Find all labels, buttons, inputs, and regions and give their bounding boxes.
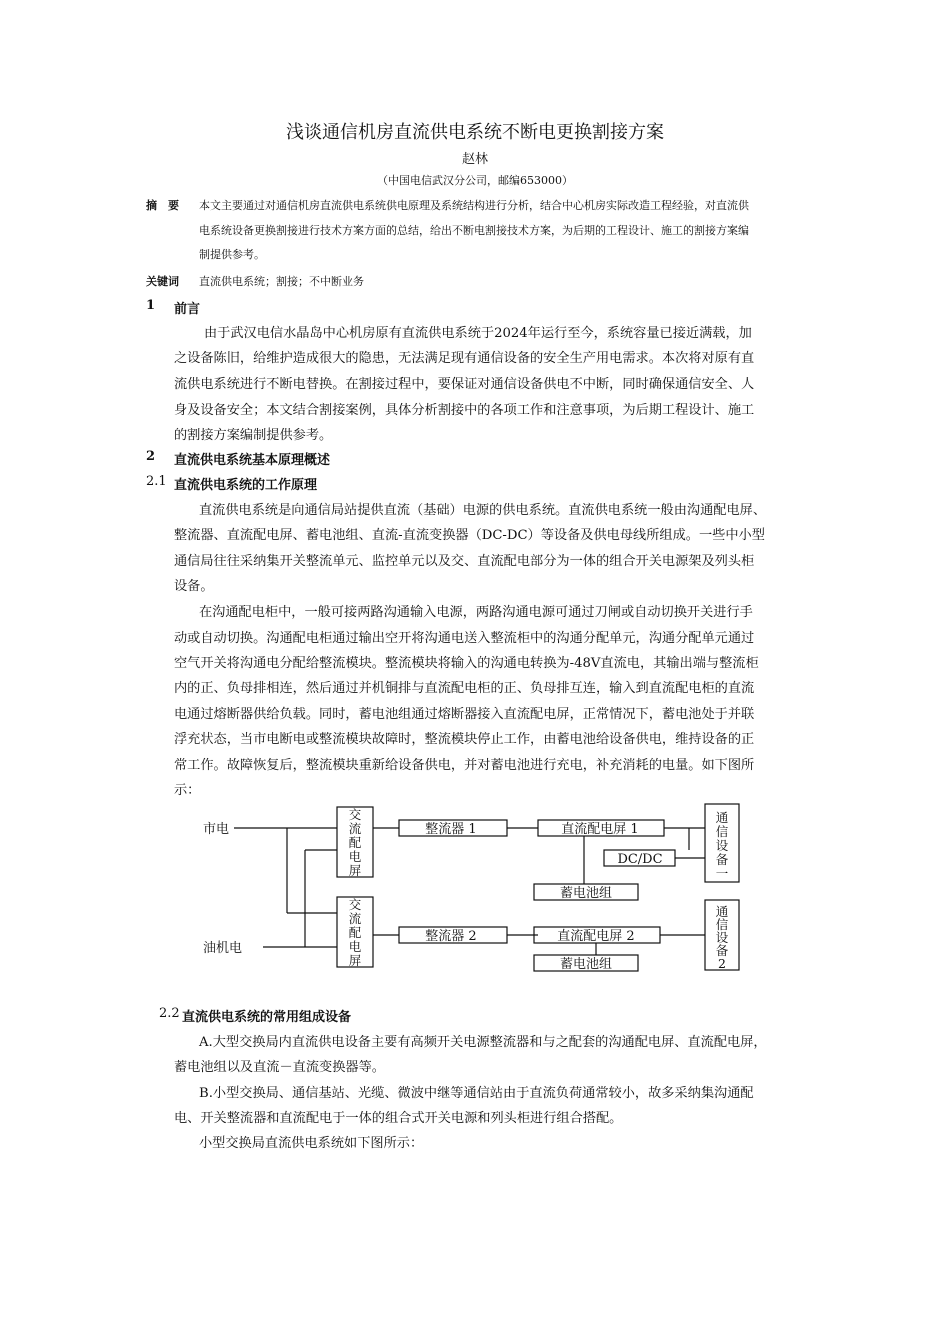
abstract-line: 本文主要通过对通信机房直流供电系统供电原理及系统结构进行分析，结合中心机房实际改造工程经验，对直流供 — [199, 199, 749, 212]
generator-label: 油机电 — [203, 941, 243, 956]
battery-2-label: 蓄电池组 — [559, 957, 613, 972]
abstract-label: 摘 要 — [146, 199, 179, 212]
comm-equipment-1-label: 通信设备一 — [715, 810, 729, 881]
abstract-line: 制提供参考。 — [199, 248, 265, 261]
paragraph-line: 身及设备安全；本文结合割接案例，具体分析割接中的各项工作和注意事项，为后期工程设计、施工 — [174, 403, 755, 418]
ac-panel-2-label: 交流配电屏 — [348, 897, 362, 968]
abstract-line: 电系统设备更换割接进行技术方案方面的总结，给出不断电割接技术方案，为后期的工程设计、施工的割接方案编 — [199, 224, 749, 237]
paragraph-line: 直流供电系统是向通信局站提供直流（基础）电源的供电系统。直流供电系统一般由沟通配电屏、 — [199, 503, 767, 518]
paragraph-line: B.小型交换局、通信基站、光缆、微波中继等通信站由于直流负荷通常较小，故多采纳集沟通配 — [199, 1086, 754, 1101]
paragraph-line: A.大型交换局内直流供电设备主要有高频开关电源整流器和与之配套的沟通配电屏、直流配电屏， — [199, 1035, 767, 1050]
paper-title: 浅谈通信机房直流供电系统不断电更换割接方案 — [286, 122, 664, 143]
mains-label: 市电 — [203, 822, 230, 837]
paragraph-line: 电通过熔断器供给负载。同时，蓄电池组通过熔断器接入直流配电屏，正常情况下，蓄电池处于并联 — [174, 707, 755, 722]
paragraph-line: 常工作。故障恢复后，整流模块重新给设备供电，并对蓄电池进行充电，补充消耗的电量。如下图所 — [174, 758, 755, 773]
section-2-1-number: 2.1 — [146, 474, 167, 489]
section-2-1-title: 直流供电系统的工作原理 — [174, 478, 318, 493]
paragraph-line: 的割接方案编制提供参考。 — [174, 428, 333, 443]
ac-panel-1-label: 交流配电屏 — [348, 807, 362, 878]
paragraph-line: 动或自动切换。沟通配电柜通过输出空开将沟通电送入整流柜中的沟通分配单元，沟通分配单元通过 — [174, 631, 755, 646]
rectifier-2-label: 整流器 2 — [425, 929, 477, 944]
battery-1-label: 蓄电池组 — [559, 886, 613, 901]
paragraph-line: 示： — [174, 783, 201, 798]
rectifier-1-label: 整流器 1 — [425, 822, 477, 837]
paragraph-line: 电、开关整流器和直流配电于一体的组合式开关电源和列头柜进行组合搭配。 — [174, 1111, 623, 1126]
dcdc-label: DC/DC — [617, 852, 663, 867]
section-1-title: 前言 — [174, 302, 201, 317]
affiliation: （中国电信武汉分公司，邮编653000） — [377, 174, 573, 187]
author: 赵林 — [461, 152, 488, 167]
keywords-text: 直流供电系统；割接；不中断业务 — [199, 275, 364, 288]
section-2-2-title: 直流供电系统的常用组成设备 — [182, 1010, 352, 1025]
paragraph-line: 蓄电池组以及直流－直流变换器等。 — [174, 1060, 385, 1075]
paragraph-line: 浮充状态，当市电断电或整流模块故障时，整流模块停止工作，由蓄电池给设备供电，维持设备的正 — [174, 732, 755, 747]
paragraph-line: 之设备陈旧，给维护造成很大的隐患，无法满足现有通信设备的安全生产用电需求。本次将对原有直 — [174, 351, 755, 366]
paragraph-line: 在沟通配电柜中，一般可接两路沟通输入电源，两路沟通电源可通过刀闸或自动切换开关进行手 — [199, 605, 753, 620]
paragraph-line: 流供电系统进行不断电替换。在割接过程中，要保证对通信设备供电不中断，同时确保通信安全、人 — [174, 377, 755, 392]
keywords-label: 关键词 — [146, 275, 179, 288]
section-1-number: 1 — [146, 298, 156, 313]
section-2-2-number: 2.2 — [159, 1006, 180, 1021]
paragraph-line: 内的正、负母排相连，然后通过并机铜排与直流配电柜的正、负母排互连，输入到直流配电柜的直流 — [174, 681, 755, 696]
section-2-title: 直流供电系统基本原理概述 — [174, 453, 331, 468]
paragraph-line: 小型交换局直流供电系统如下图所示： — [199, 1136, 424, 1151]
paragraph-line: 整流器、直流配电屏、蓄电池组、直流-直流变换器（DC-DC）等设备及供电母线所组成。一些中小型 — [174, 528, 765, 543]
dc-panel-1-label: 直流配电屏 1 — [561, 822, 639, 837]
dc-power-system-diagram — [0, 800, 950, 980]
paragraph-line: 空气开关将沟通电分配给整流模块。整流模块将输入的沟通电转换为-48V直流电，其输出端与整流柜 — [174, 656, 759, 671]
paragraph-line: 通信局往往采纳集开关整流单元、监控单元以及交、直流配电部分为一体的组合开关电源架及列头柜 — [174, 554, 755, 569]
paragraph-line: 设备。 — [174, 579, 214, 594]
section-2-number: 2 — [146, 449, 156, 464]
dc-panel-2-label: 直流配电屏 2 — [557, 929, 635, 944]
comm-equipment-2-label: 通信设备 2 — [715, 904, 729, 971]
paragraph-line: 由于武汉电信水晶岛中心机房原有直流供电系统于2024年运行至今，系统容量已接近满载，加 — [204, 326, 752, 341]
